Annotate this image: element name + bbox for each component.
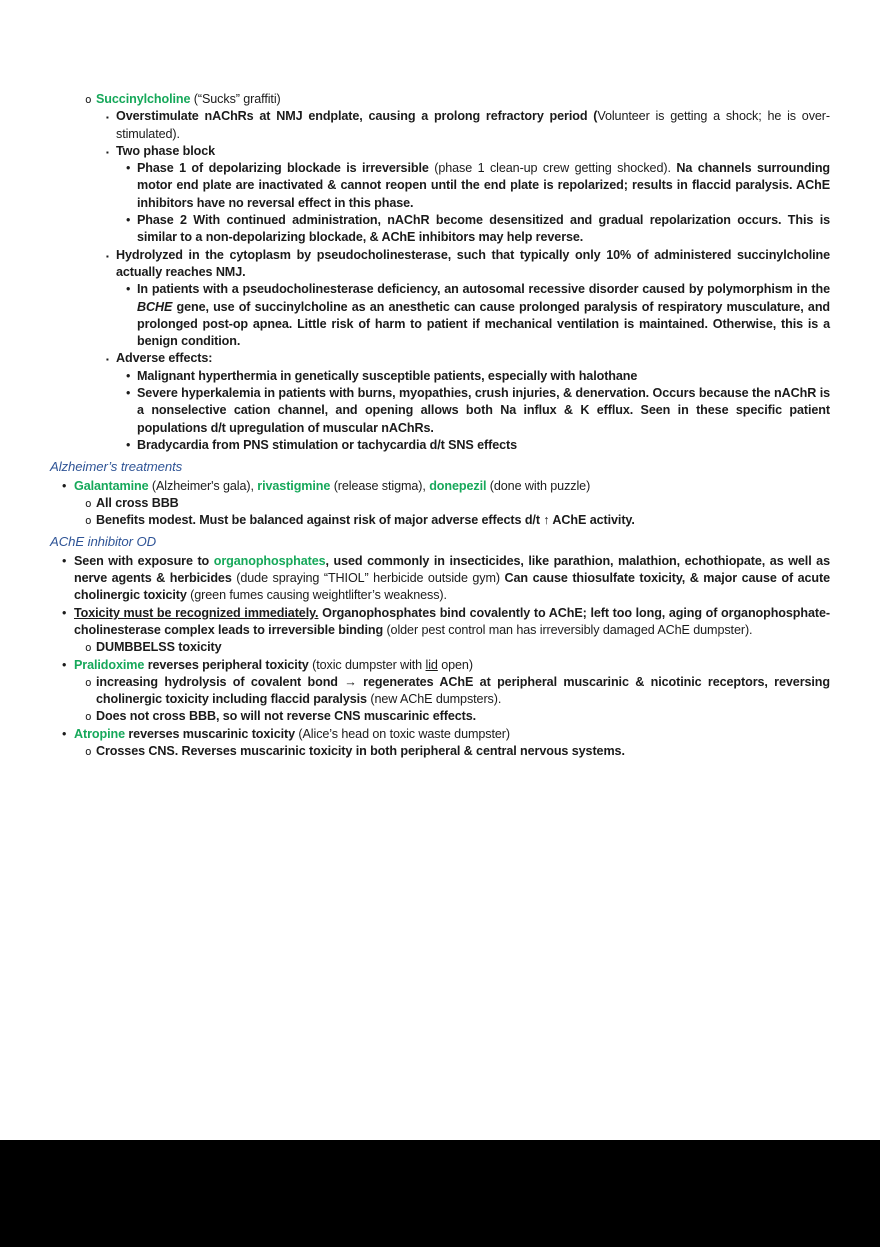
text-segment: Does not cross BBB, so will not reverse CNS muscarinic effects.	[96, 709, 477, 724]
bullet-icon: •	[126, 386, 131, 401]
section-heading: Alzheimer’s treatments	[50, 459, 183, 475]
item-text	[74, 657, 830, 674]
note-item	[50, 281, 830, 350]
bullet-icon: o	[85, 641, 92, 655]
note-item	[50, 708, 830, 725]
text-segment: Atropine	[74, 726, 125, 741]
note-item	[50, 639, 830, 656]
text-segment: lid	[425, 657, 438, 672]
item-text	[137, 368, 830, 385]
text-segment: Can cause thiosulfate toxicity, & major cause of acute cholinergic toxicity	[74, 571, 830, 603]
bullet-icon: •	[62, 726, 67, 741]
text-segment: (release stigma),	[330, 478, 430, 493]
note-item	[50, 247, 830, 282]
item-text	[74, 478, 830, 495]
item-text	[74, 726, 830, 743]
text-segment: (green fumes causing weightlifter’s weakness).	[190, 588, 447, 603]
text-segment: organophosphates	[213, 553, 326, 568]
text-segment: Na channels surrounding motor end plate are inactivated & cannot reopen until the end plate is repolarized; results in flaccid paralysis. AChE inhibitors have no reversal effect in this phase.	[137, 161, 831, 210]
note-item	[50, 743, 830, 760]
note-item	[50, 108, 830, 143]
item-text	[96, 495, 830, 512]
text-segment: BCHE	[137, 299, 173, 314]
text-segment: Phase 2 With continued administration, nAChR become desensitized and gradual repolarization occurs. This is similar to a non-depolarizing blockade, & AChE inhibitors may help reverse.	[137, 213, 830, 245]
item-text	[137, 212, 830, 247]
bullet-icon: ▪	[106, 147, 109, 157]
text-segment: open)	[437, 657, 473, 672]
text-segment: Two phase block	[116, 143, 216, 158]
text-segment: In patients with a pseudocholinesterase deficiency, an autosomal recessive disorder caused by polymorphism in the	[137, 282, 830, 297]
text-segment: Galantamine	[74, 478, 149, 493]
text-segment: (toxic dumpster with	[312, 657, 426, 672]
text-segment: rivastigmine	[257, 478, 331, 493]
text-segment: Organophosphates bind covalently to AChE; left too long, aging of organophosphate-cholinesterase complex leads to irreversible binding	[74, 605, 830, 637]
bullet-icon: o	[85, 496, 92, 510]
bullet-icon: •	[62, 657, 67, 672]
bullet-icon: •	[126, 437, 131, 452]
item-text	[74, 605, 830, 640]
note-item	[50, 674, 830, 709]
section-heading: AChE inhibitor OD	[50, 534, 157, 550]
item-text	[137, 385, 830, 437]
note-item	[50, 605, 830, 640]
text-segment: , used commonly in insecticides, like parathion, malathion, echothiopate, as well as nerve agents & herbicides	[74, 553, 830, 586]
text-segment: Severe hyperkalemia in patients with burns, myopathies, crush injuries, & denervation. Occurs because the nAChR is a nonselective cation channel, and opening allows both Na influx & K efflux. Seen in these specific patient populations d/t upregulation of muscular nAChRs.	[137, 386, 830, 435]
bullet-icon: •	[62, 478, 67, 493]
note-item	[50, 385, 830, 437]
note-item	[50, 512, 830, 529]
text-segment: Succinylcholine	[96, 92, 191, 106]
item-text	[116, 350, 830, 367]
text-segment: Hydrolyzed in the cytoplasm by pseudocholinesterase, such that typically only 10% of administered succinylcholine actually reaches NMJ.	[116, 247, 830, 279]
bullet-icon: ▪	[106, 355, 109, 365]
bullet-icon: o	[85, 514, 92, 528]
item-text	[116, 143, 830, 160]
item-text	[96, 512, 830, 529]
text-segment: Bradycardia from PNS stimulation or tachycardia d/t SNS effects	[137, 437, 518, 452]
text-segment: (Alzheimer's gala),	[148, 478, 258, 493]
note-item	[50, 553, 830, 605]
text-segment: (done with puzzle)	[486, 478, 591, 493]
text-segment: DUMBBELSS toxicity	[96, 640, 222, 655]
bullet-icon: •	[62, 605, 67, 620]
bullet-icon: •	[62, 553, 67, 568]
bullet-icon: ▪	[106, 113, 109, 123]
note-item	[50, 91, 830, 108]
text-segment: (older pest control man has irreversibly damaged AChE dumpster).	[386, 622, 753, 637]
note-item	[50, 495, 830, 512]
note-item	[50, 368, 830, 385]
note-item	[50, 478, 830, 495]
note-item	[50, 350, 830, 367]
bullet-icon: •	[126, 282, 131, 297]
note-item	[50, 212, 830, 247]
item-text	[74, 553, 830, 605]
text-segment: Adverse effects:	[116, 351, 213, 366]
item-text	[137, 437, 830, 454]
text-segment: Phase 1 of depolarizing blockade is irreversible	[137, 161, 435, 176]
text-segment: donepezil	[429, 478, 487, 493]
bullet-icon: o	[85, 710, 92, 724]
item-text	[96, 91, 830, 108]
bullet-icon: •	[126, 368, 131, 383]
text-segment: Crosses CNS. Reverses muscarinic toxicity in both peripheral & central nervous systems.	[96, 743, 625, 758]
text-segment: reverses muscarinic toxicity	[124, 726, 299, 741]
item-text	[96, 743, 830, 760]
bottom-black-bar	[0, 1140, 880, 1247]
text-segment: gene, use of succinylcholine as an anesthetic can cause prolonged paralysis of respiratory musculature, and prolonged post-op apnea. Little risk of harm to patient if mechanical ventilation is maintained. Otherwise, this is a benign condition.	[137, 299, 830, 349]
text-segment: Overstimulate nAChRs at NMJ endplate, causing a prolong refractory period (	[116, 109, 598, 124]
text-segment: reverses peripheral toxicity	[144, 657, 313, 672]
item-text	[96, 708, 830, 725]
item-text	[137, 160, 830, 212]
item-text	[116, 108, 830, 143]
text-segment: Seen with exposure to	[74, 553, 214, 568]
item-text	[96, 639, 830, 656]
text-segment: Toxicity must be recognized immediately.	[74, 605, 319, 620]
note-item	[50, 437, 830, 454]
note-item	[50, 726, 830, 743]
item-text	[137, 281, 830, 350]
bullet-icon: o	[85, 93, 92, 106]
text-segment: (Alice’s head on toxic waste dumpster)	[298, 726, 510, 741]
note-item	[50, 657, 830, 674]
item-text	[116, 247, 830, 282]
text-segment: Pralidoxime	[74, 657, 145, 672]
bullet-icon: o	[85, 675, 92, 689]
text-segment: Benefits modest. Must be balanced against risk of major adverse effects d/t ↑ AChE activity.	[96, 513, 635, 528]
note-item	[50, 160, 830, 212]
item-text	[96, 674, 830, 709]
bullet-icon: o	[85, 744, 92, 758]
bullet-icon: ▪	[106, 251, 109, 261]
note-item	[50, 143, 830, 160]
text-segment: Malignant hyperthermia in genetically susceptible patients, especially with halothane	[137, 368, 638, 383]
text-segment: (new AChE dumpsters).	[370, 692, 502, 707]
text-segment: Volunteer is getting a shock; he is over-stimulated).	[116, 109, 830, 141]
text-segment: (dude spraying “THIOL” herbicide outside gym)	[236, 571, 505, 586]
bullet-icon: •	[126, 213, 131, 228]
text-segment: (phase 1 clean-up crew getting shocked).	[434, 161, 677, 176]
bullet-icon: •	[126, 161, 131, 176]
text-segment: (“Sucks” graffiti)	[190, 92, 281, 106]
text-segment: increasing hydrolysis of covalent bond → regenerates AChE at peripheral muscarinic & nicotinic receptors, reversing cholinergic toxicity including flaccid paralysis	[96, 674, 830, 707]
note-content	[50, 91, 830, 760]
text-segment: All cross BBB	[96, 495, 179, 510]
